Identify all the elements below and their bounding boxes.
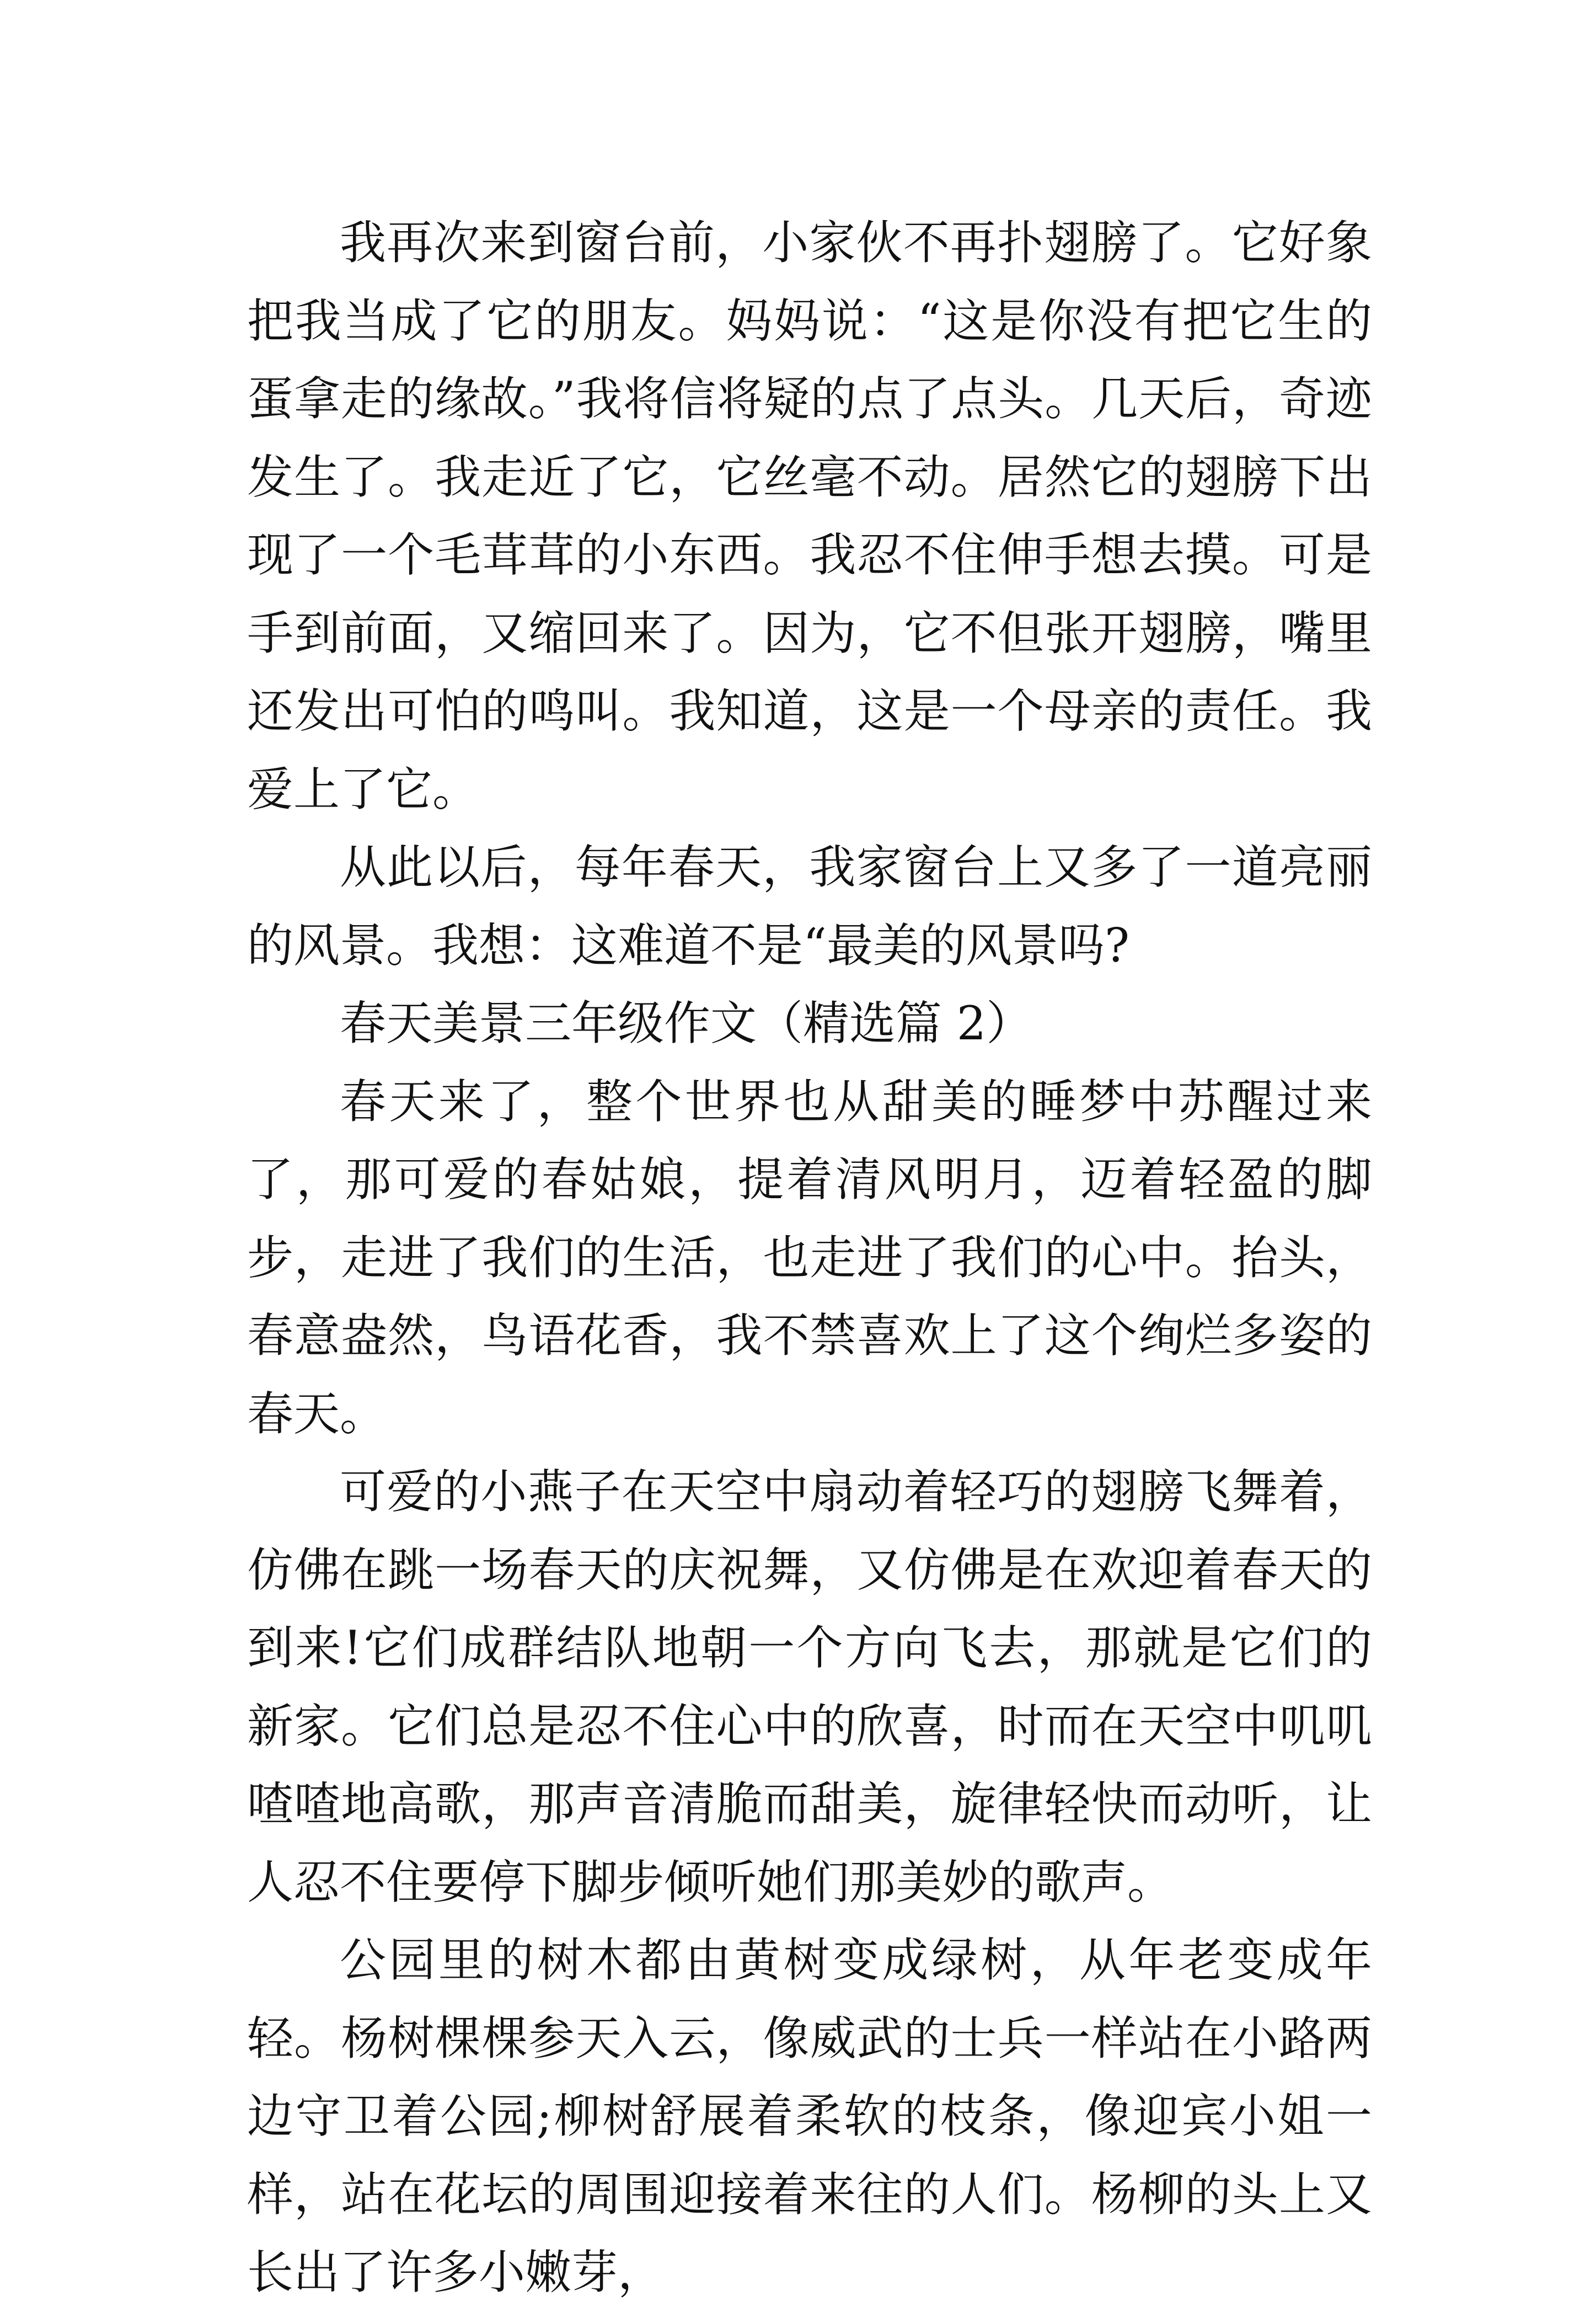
paragraph-3: 春天来了，整个世界也从甜美的睡梦中苏醒过来了，那可爱的春姑娘，提着清风明月，迈着轻盈的脚步，走进了我们的生活，也走进了我们的心中。抬头，春意盎然，鸟语花香，我不禁喜欢上了这个绚烂多姿的春天。	[247, 1074, 1372, 1441]
section-heading: 春天美景三年级作文（精选篇 2）	[340, 996, 1033, 1050]
paragraph-2: 从此以后，每年春天，我家窗台上又多了一道亮丽的风景。我想：这难道不是“最美的风景吗?	[247, 840, 1372, 973]
paragraph-5: 公园里的树木都由黄树变成绿树，从年老变成年轻。杨树棵棵参天入云，像威武的士兵一样站在小路两边守卫着公园;柳树舒展着柔软的枝条，像迎宾小姐一样，站在花坛的周围迎接着来往的人们。杨柳的头上又长出了许多小嫩芽，	[247, 1933, 1372, 2299]
document-body	[247, 204, 1372, 2312]
paragraph-4: 可爱的小燕子在天空中扇动着轻巧的翅膀飞舞着，仿佛在跳一场春天的庆祝舞，又仿佛是在欢迎着春天的到来!它们成群结队地朝一个方向飞去，那就是它们的新家。它们总是忍不住心中的欣喜，时而在天空中叽叽喳喳地高歌，那声音清脆而甜美，旋律轻快而动听，让人忍不住要停下脚步倾听她们那美妙的歌声。	[247, 1465, 1372, 1909]
paragraph-1: 我再次来到窗台前，小家伙不再扑翅膀了。它好象把我当成了它的朋友。妈妈说：“这是你没有把它生的蛋拿走的缘故。”我将信将疑的点了点头。几天后，奇迹发生了。我走近了它，它丝毫不动。居然它的翅膀下出现了一个毛茸茸的小东西。我忍不住伸手想去摸。可是手到前面，又缩回来了。因为，它不但张开翅膀，嘴里还发出可怕的鸣叫。我知道，这是一个母亲的责任。我爱上了它。	[247, 216, 1372, 816]
